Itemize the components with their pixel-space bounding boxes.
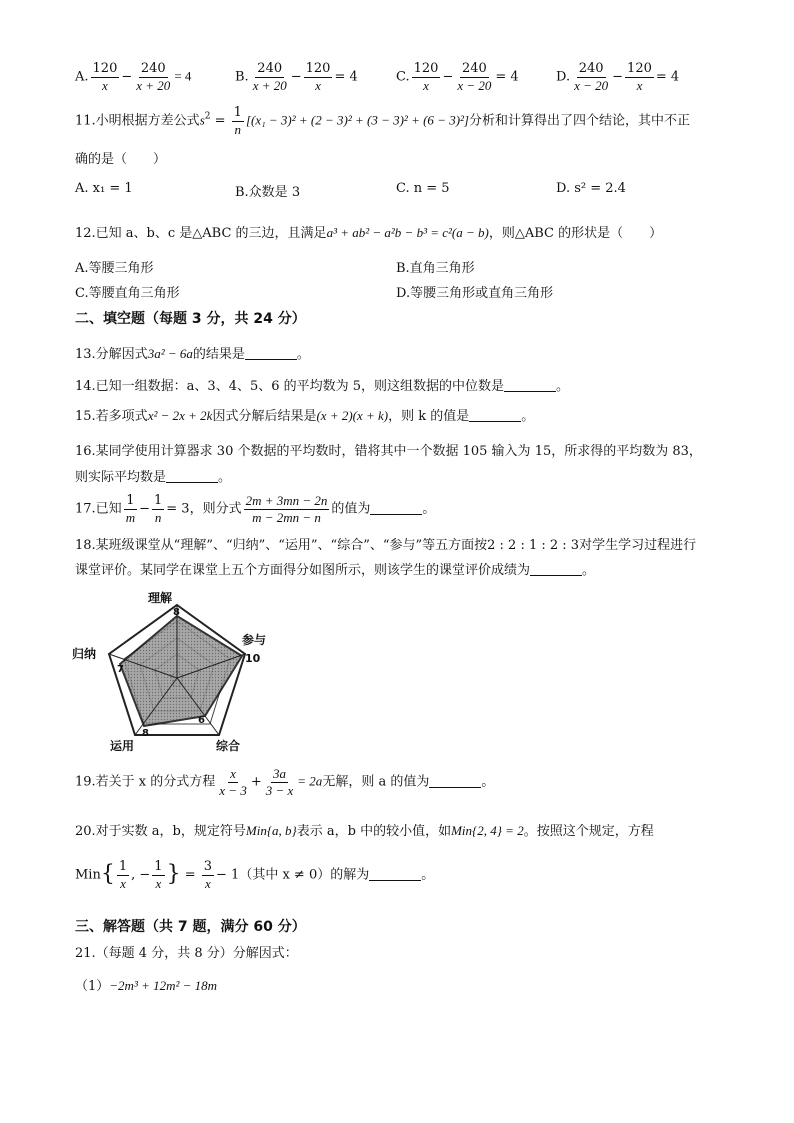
answer-blank[interactable] (429, 775, 481, 788)
answer-blank[interactable] (370, 502, 422, 515)
q10-option-c: C. $\frac{120}{x}$ − $\frac{240}{x - 20}$ = 4 (396, 61, 519, 93)
q18-line1: 18.某班级课堂从“理解”、“归纳”、“运用”、“综合”、“参与”等五方面按2 : 2 : 1 : 2 : 3对学生学习过程进行 (75, 538, 697, 553)
q12-option-c: C.等腰直角三角形 (75, 286, 180, 301)
q11-option-a: A. x₁ = 1 (75, 181, 133, 196)
q12-option-d: D.等腰三角形或直角三角形 (396, 286, 554, 301)
radar-label-apply: 运用 (110, 739, 135, 753)
radar-label-understand: 理解 (148, 591, 173, 605)
q10-option-b: B. $\frac{240}{x + 20}$ − $\frac{120}{x}$ = 4 (235, 61, 358, 93)
answer-blank[interactable] (245, 347, 297, 360)
radar-score-understand: 8 (173, 607, 180, 618)
q19: 19.若关于 x 的分式方程 $\frac{x}{x - 3}$ + $\frac{3a}{3 - x}$ = 2a无解，则 a 的值为 。 (75, 766, 495, 798)
radar-label-participate: 参与 (242, 633, 267, 647)
q12-option-b: B.直角三角形 (396, 261, 475, 276)
q18-line2: 课堂评价。某同学在课堂上五个方面得分如图所示，则该学生的课堂评价成绩为 。 (75, 563, 596, 578)
q14: 14.已知一组数据：a、3、4、5、6 的平均数为 5，则这组数据的中位数是 。 (75, 379, 570, 394)
q11-option-b: B.众数是 3 (235, 185, 301, 200)
radar-chart-figure (70, 586, 295, 756)
q11-option-c: C. n = 5 (396, 181, 450, 196)
q12-option-a: A.等腰三角形 (75, 261, 154, 276)
answer-blank[interactable] (504, 379, 556, 392)
q11-option-d: D. s² = 2.4 (556, 181, 626, 196)
q10-option-d: D. $\frac{240}{x - 20}$ − $\frac{120}{x}$ = 4 (556, 61, 680, 93)
q12-stem: 12.已知 a、b、c 是△ABC 的三边，且满足a³ + ab² − a²b − b³ = c²(a − b)，则△ABC 的形状是（ ） (75, 225, 663, 241)
section-heading-solve: 三、解答题（共 7 题，满分 60 分） (75, 919, 306, 935)
answer-blank[interactable] (166, 470, 218, 483)
q10-option-a: A. $\frac{120}{x}$ − $\frac{240}{x + 20}$ = 4 (75, 61, 192, 93)
answer-blank[interactable] (369, 868, 421, 881)
radar-score-apply: 8 (142, 728, 149, 739)
q17: 17.已知 $\frac{1}{m}$ − $\frac{1}{n}$ = 3，则分式 $\frac{2m + 3mn - 2n}{m - 2mn - n}$ 的值为 。 (75, 493, 436, 525)
radar-label-synthesize: 综合 (216, 739, 241, 753)
q20-line2: Min{ $\frac{1}{x}$ , − $\frac{1}{x}$ } = $\frac{3}{x}$ − 1（其中 x ≠ 0）的解为 。 (75, 859, 435, 891)
section-heading-fill-blank: 二、填空题（每题 3 分，共 24 分） (75, 311, 306, 327)
answer-blank[interactable] (469, 409, 521, 422)
q20-line1: 20.对于实数 a，b，规定符号Min{a, b}表示 a，b 中的较小值，如Min{2, 4} = 2。按照这个规定，方程 (75, 823, 654, 839)
answer-blank[interactable] (530, 563, 582, 576)
q21-heading: 21.（每题 4 分，共 8 分）分解因式： (75, 946, 298, 961)
q11-stem-line2: 确的是（ ） (75, 152, 167, 167)
q15: 15.若多项式x² − 2x + 2k因式分解后结果是(x + 2)(x + k)，则 k 的值是 。 (75, 408, 535, 424)
q21-part1: （1）−2m³ + 12m² − 18m (75, 978, 218, 994)
q16-line2: 则实际平均数是 。 (75, 470, 232, 485)
q13: 13.分解因式3a² − 6a的结果是 。 (75, 346, 310, 362)
radar-score-participate: 10 (245, 652, 261, 665)
q11-stem: 11.小明根据方差公式$s^2$ = $\frac{1}{n}$ [(x₁ − 3)² + (2 − 3)² + (3 − 3)² + (6 − 3)²]分析和计算得出了四个结论，其中不正 (75, 105, 690, 137)
radar-score-induce: 7 (117, 664, 124, 675)
radar-score-synthesize: 6 (198, 715, 205, 726)
q16-line1: 16.某同学使用计算器求 30 个数据的平均数时，错将其中一个数据 105 输入为 15，所求得的平均数为 83， (75, 444, 702, 459)
radar-label-induce: 归纳 (72, 647, 97, 661)
